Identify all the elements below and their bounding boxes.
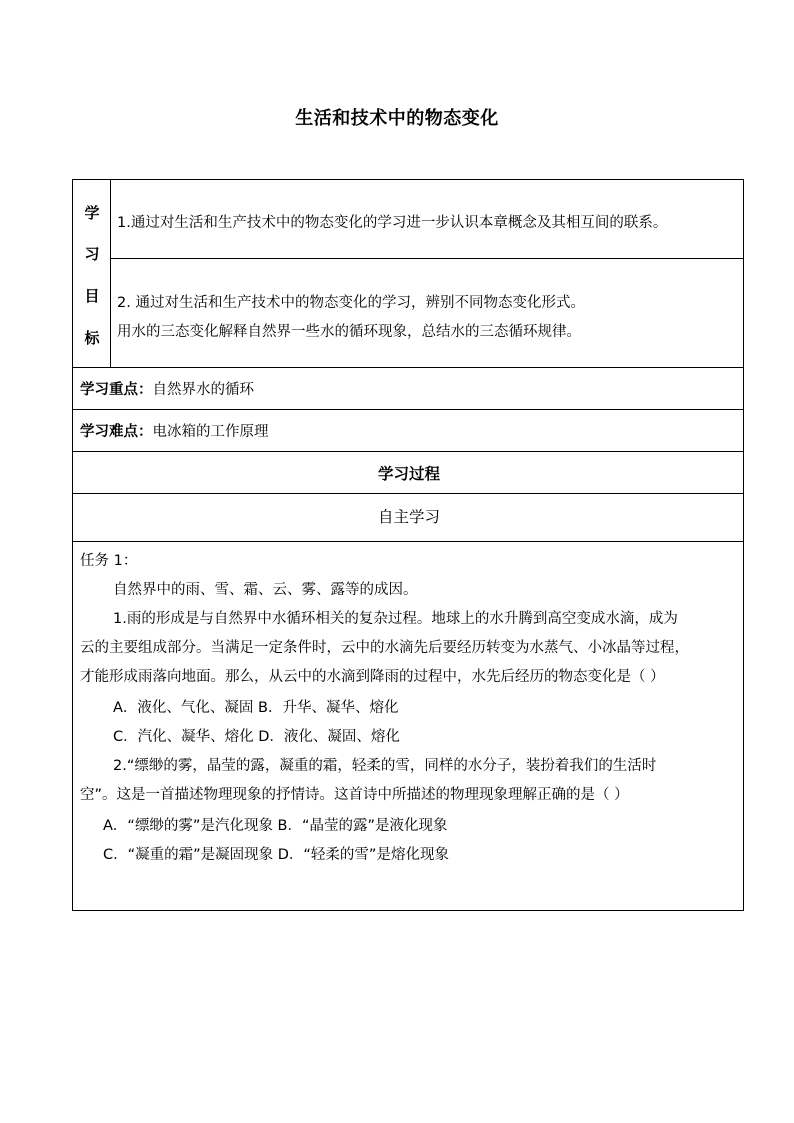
- row-divider-1: [73, 367, 744, 368]
- question-2-options-cd: C．“凝重的霜”是凝固现象 D．“轻柔的雪”是熔化现象: [103, 847, 449, 863]
- study-plan-table: [72, 179, 744, 911]
- question-1-options-cd: C．汽化、凝华、熔化 D．液化、凝固、熔化: [113, 729, 400, 745]
- row-divider-3: [73, 451, 744, 452]
- objectives-label-char: 学: [84, 204, 100, 222]
- question-1-line-2: 云的主要组成部分。当满足一定条件时，云中的水滴先后要经历转变为水蒸气、小冰晶等过程，: [80, 640, 689, 656]
- objective-item-1: 1.通过对生活和生产技术中的物态变化的学习进一步认识本章概念及其相互间的联系。: [117, 215, 668, 231]
- question-1-line-1: 1.雨的形成是与自然界中水循环相关的复杂过程。地球上的水升腾到高空变成水滴，成为: [113, 611, 678, 627]
- self-study-header: 自主学习: [377, 508, 440, 526]
- task-intro: 自然界中的雨、雪、霜、云、雾、露等的成因。: [113, 582, 418, 598]
- page-title: 生活和技术中的物态变化: [295, 108, 499, 129]
- difficult-point-value: 电冰箱的工作原理: [152, 424, 269, 440]
- objectives-label-char: 标: [84, 329, 100, 347]
- key-point-label: 学习重点：: [80, 382, 153, 398]
- task-label: 任务 1：: [80, 553, 138, 569]
- objectives-label-char: 目: [84, 287, 100, 305]
- objectives-divider: [110, 258, 744, 259]
- difficult-point-row: [80, 422, 269, 442]
- row-divider-2: [73, 409, 744, 410]
- key-point-value: 自然界水的循环: [152, 382, 254, 398]
- question-1-line-3: 才能形成雨落向地面。那么，从云中的水滴到降雨的过程中，水先后经历的物态变化是（ ）: [80, 669, 665, 685]
- objective-item-2-line-2: 用水的三态变化解释自然界一些水的循环现象，总结水的三态循环规律。: [117, 324, 581, 340]
- objective-item-2-line-1: 2. 通过对生活和生产技术中的物态变化的学习，辨别不同物态变化形式。: [117, 295, 585, 311]
- objectives-label-char: 习: [84, 245, 100, 263]
- question-1-options-ab: A．液化、气化、凝固 B．升华、凝华、熔化: [113, 700, 399, 716]
- question-2-options-ab: A．“缥缈的雾”是汽化现象 B．“晶莹的露”是液化现象: [103, 818, 448, 834]
- question-2-line-2: 空”。这是一首描述物理现象的抒情诗。这首诗中所描述的物理现象理解正确的是（ ）: [80, 787, 629, 803]
- difficult-point-label: 学习难点：: [80, 424, 153, 440]
- row-divider-4: [73, 493, 744, 494]
- question-2-line-1: 2.“缥缈的雾，晶莹的露，凝重的霜，轻柔的雪，同样的水分子，装扮着我们的生活时: [113, 758, 657, 774]
- row-divider-5: [73, 541, 744, 542]
- process-header: 学习过程: [377, 465, 440, 483]
- key-point-row: [80, 380, 254, 400]
